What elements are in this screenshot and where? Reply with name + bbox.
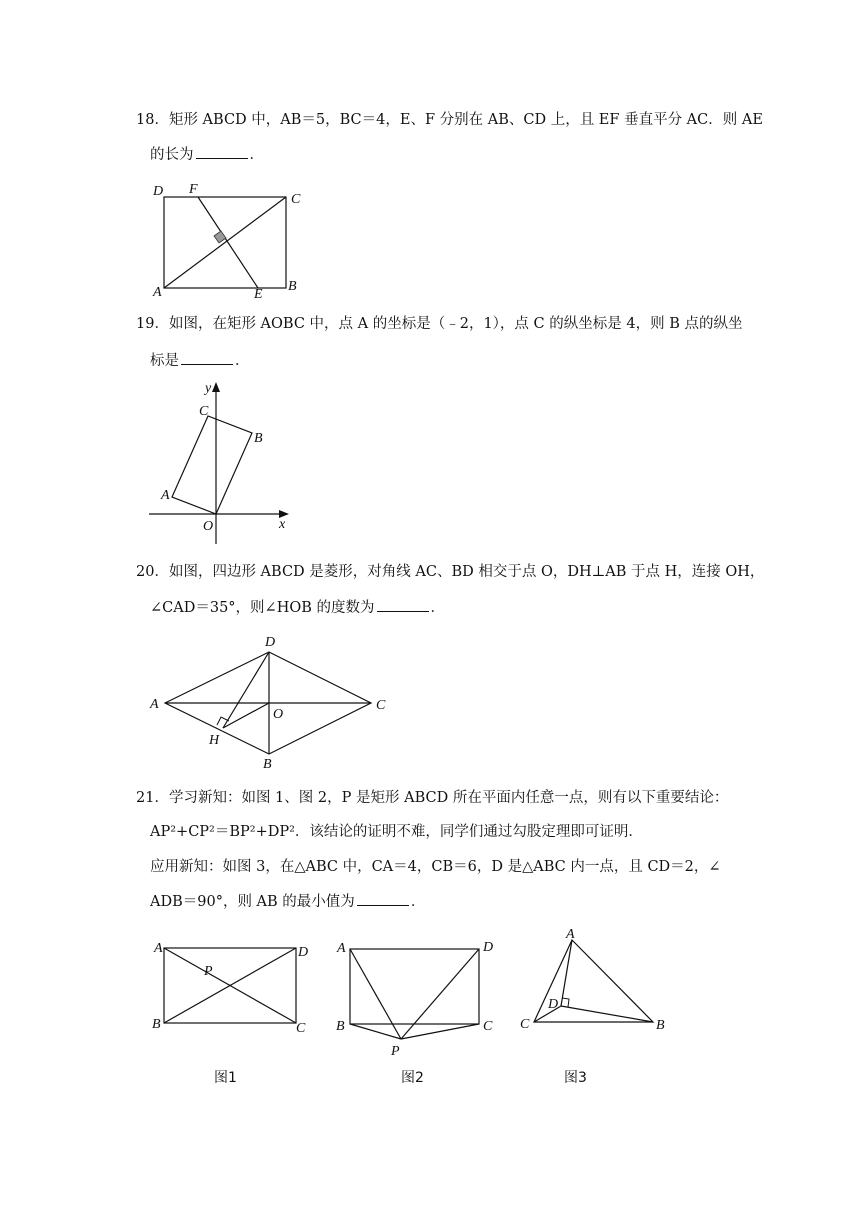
q19-label-x: x: [279, 517, 286, 532]
fig2-line-dp: [401, 949, 479, 1039]
q19-answer-blank[interactable]: [181, 350, 233, 365]
q19-label-a: A: [161, 488, 170, 503]
q20-label-h: H: [209, 733, 220, 748]
fig3-label-c: C: [520, 1017, 530, 1032]
fig1-label-c: C: [296, 1021, 306, 1036]
q18-label-d: D: [153, 184, 164, 199]
fig2-label-c: C: [483, 1019, 493, 1034]
q20-label-d: D: [265, 635, 276, 650]
q19-prefix: 标是: [150, 353, 179, 369]
q19-label-c: C: [199, 404, 209, 419]
q21-text-line2: AP²+CP²＝BP²+DP²．该结论的证明不难，同学们通过勾股定理即可证明．: [150, 824, 643, 840]
fig1-label-p: P: [204, 964, 213, 979]
fig3-label-d: D: [548, 997, 559, 1012]
q20-answer-blank[interactable]: [377, 597, 429, 612]
fig1-label-b: B: [152, 1017, 161, 1032]
fig2-line-ap: [350, 949, 401, 1039]
q21-suffix: ．: [410, 894, 426, 910]
q18-answer-blank[interactable]: [196, 144, 248, 159]
q21-answer-blank[interactable]: [357, 891, 409, 906]
q20-suffix: ．: [430, 600, 445, 616]
fig3-right-angle-mark: [562, 998, 569, 1007]
q20-label-b: B: [263, 757, 272, 772]
q19-text-line1: 19．如图，在矩形 AOBC 中，点 A 的坐标是（﹣2，1），点 C 的纵坐标是 4，则 B 点的纵坐: [136, 316, 743, 332]
q18-text-line1: 18．矩形 ABCD 中，AB＝5，BC＝4，E、F 分别在 AB、CD 上，且 EF 垂直平分 AC．则 AE: [136, 112, 763, 128]
fig3-label-b: B: [656, 1018, 665, 1033]
fig2-caption: 图2: [401, 1070, 424, 1086]
q18-label-c: C: [291, 192, 301, 207]
q20-prefix: ∠CAD＝35°，则∠HOB 的度数为: [150, 600, 375, 616]
q19-rectangle-aobc: [172, 416, 252, 514]
q19-label-y: y: [205, 381, 212, 396]
q18-label-a: A: [153, 285, 162, 300]
q20-label-o: O: [273, 707, 284, 722]
q21-figure-2: [335, 936, 505, 1086]
q20-label-c: C: [376, 698, 386, 713]
q19-figure: [145, 378, 305, 548]
fig3-label-a: A: [566, 927, 575, 942]
q21-text-line4: [150, 891, 425, 912]
q21-figure-1: [148, 936, 318, 1086]
fig2-label-p: P: [391, 1044, 400, 1059]
q18-suffix: ．: [249, 147, 264, 163]
q19-label-b: B: [254, 431, 263, 446]
q20-label-a: A: [150, 697, 159, 712]
fig2-rectangle: [350, 949, 479, 1024]
fig1-label-d: D: [298, 945, 309, 960]
fig2-label-d: D: [483, 940, 494, 955]
q19-label-o: O: [203, 519, 214, 534]
fig3-caption: 图3: [564, 1070, 587, 1086]
q18-label-f: F: [189, 182, 198, 197]
q21-prefix: ADB＝90°，则 AB 的最小值为: [150, 894, 355, 910]
q20-figure: [145, 630, 405, 775]
q19-suffix: ．: [235, 353, 250, 369]
q19-text-line2: [150, 350, 250, 371]
fig3-line-ad: [561, 940, 572, 1006]
q19-y-arrow: [212, 382, 220, 392]
fig2-label-a: A: [337, 941, 346, 956]
q18-right-angle-mark: [214, 231, 226, 243]
q21-text-line3: 应用新知：如图 3，在△ABC 中，CA＝4，CB＝6，D 是△ABC 内一点，且 CD＝2，∠: [150, 859, 721, 875]
q18-figure: [150, 178, 320, 300]
q21-text-line1: 21．学习新知：如图 1、图 2，P 是矩形 ABCD 所在平面内任意一点，则有以下重要结论：: [136, 790, 729, 806]
q18-segment-ef: [198, 197, 258, 288]
q18-prefix: 的长为: [150, 147, 194, 163]
q21-figure-3: [515, 926, 675, 1086]
q20-text-line1: 20．如图，四边形 ABCD 是菱形，对角线 AC、BD 相交于点 O，DH⊥AB 于点 H，连接 OH，: [136, 564, 765, 580]
q18-text-line2: [150, 144, 264, 165]
fig2-label-b: B: [336, 1019, 345, 1034]
q20-text-line2: [150, 597, 445, 618]
q18-label-b: B: [288, 279, 297, 294]
q18-diagonal-ac: [164, 197, 286, 288]
fig1-caption: 图1: [214, 1070, 237, 1086]
fig1-label-a: A: [154, 941, 163, 956]
q18-label-e: E: [254, 287, 263, 302]
